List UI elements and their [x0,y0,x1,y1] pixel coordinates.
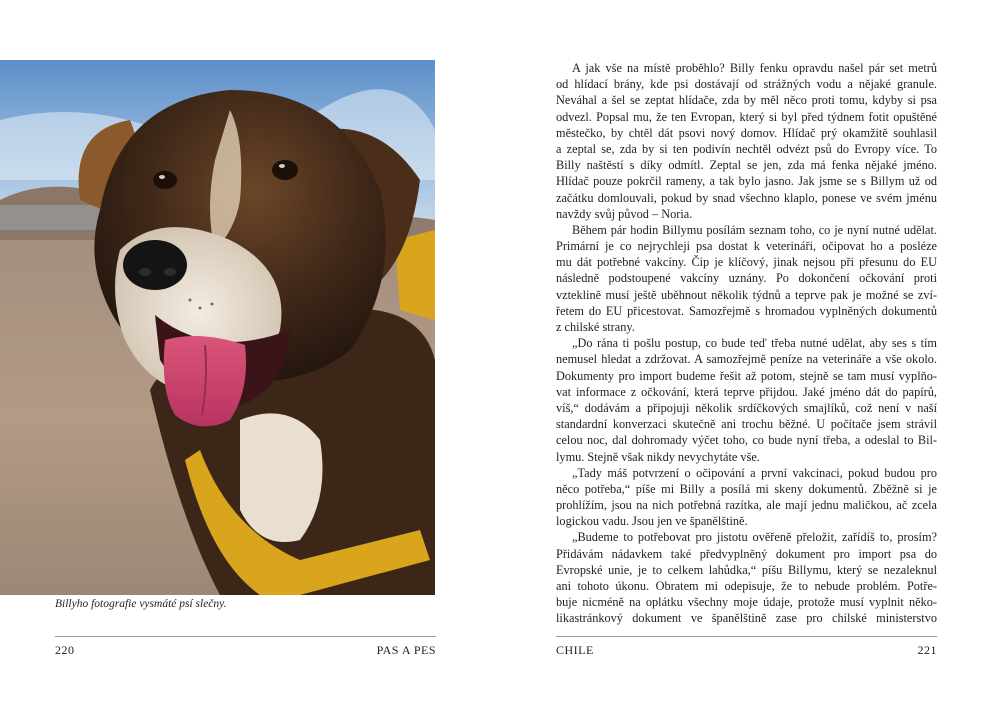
text-line: od hlídací brány, kde psi dostávají od strážných vodu a nějaké granule. [556,77,937,92]
text-line: likastránkový dokument ve španělštině zase pro chilské ministerstvo [556,611,937,626]
text-line: „Do rána ti pošlu postup, co bude teď třeba nutné udělat, aby ses s tím [572,336,937,351]
text-line: „Budeme to potřebovat pro jistotu ověřeně přeložit, zařídíš to, prosím? [572,530,937,545]
text-line: mu dát potřebné vakcíny. Čip je klíčový, jinak nejsou při přesunu do EU [556,255,937,270]
photo-caption: Billyho fotografie vysmáté psí slečny. [55,598,227,610]
text-line: něco potřeba,“ píše mi Billy a posílá mi skeny dokumentů. Zběžně si je [556,481,937,496]
text-line: Neváhal a šel se zeptat hlídače, zda by měl něco proti tomu, kdyby si psa [556,93,937,108]
page-number-right: 221 [917,643,937,657]
text-line: navždy svůj původ – Noria. [556,206,693,221]
text-line: Evropské unie, je to celkem lahůdka,“ píšu Billymu, který se nezaleknul [556,562,937,577]
body-text [556,60,937,627]
text-line: následně podstoupené vakcíny uznány. Po dokončení očkování proti [556,271,937,286]
text-line: z chilské strany. [556,320,635,334]
text-line: vat informace z očkování, která teprve přijdou. Jaké jméno dát do papírů, [556,384,937,399]
footer-rule-right [556,636,937,637]
text-line: logickou vadu. Jsou jen ve španělštině. [556,514,748,529]
text-line: víš,“ dodávám a připojuji několik srdíčkových smajlíků, což není v naší [556,400,937,415]
text-line: Primární je co nejrychleji psa dostat k veterináři, očipovat ho a posléze [556,239,937,254]
running-head-right: CHILE [556,643,594,657]
text-line: Dokumenty pro import budeme řešit až potom, stejně se tam musí vyplňo- [556,368,937,383]
text-line: vzteklině musí ještě uběhnout několik týdnů a teprve pak je možné se zví- [556,287,937,302]
text-line: Během pár hodin Billymu posílám seznam toho, co je nyní nutné udělat. [572,222,937,237]
text-line: odvezl. Popsal mu, že ten Evropan, který si byl před týdnem fotit opuštěné [556,109,937,124]
text-line: Hlídač pouze pokrčil rameny, a tak bylo jasno. Jak jsme se s Billym už od [556,174,937,189]
right-page [496,0,992,706]
text-line: „Tady máš potvrzení o očipování a první vakcinaci, pokud budou pro [572,465,937,480]
text-line: městečko, by chtěl dát psovi nový domov. Hlídač prý okamžitě souhlasil [556,125,937,140]
text-line: Billy naštěstí s díky odmítl. Zeptal se jen, zda má fenka nějaké jméno. [556,158,937,173]
text-line: prohlížím, jsou na nich potřebná razítka, ale mají jednu maličkou, ač zcela [556,498,937,513]
text-line: Přidávám nádavkem také předvyplněný dokument pro import psa do [556,546,937,561]
dog-photo [0,60,435,595]
text-line: a zeptal se, zda by si ten podivín nechtěl odvézt psů do Evropy více. To [556,141,937,156]
text-line: nemusel hledat a zdržovat. A samozřejmě peníze na veterináře a vše okolo. [556,352,937,367]
page-number-left: 220 [55,643,75,657]
text-line: začátku domlouvali, pokud by snad všechno klaplo, ponese ve svém jménu [556,190,937,205]
text-line: lymu. Stejně však nikdy nevychytáte vše. [556,449,760,464]
text-line: ani tohoto úkonu. Obratem mi odepisuje, že to nebude problém. Potře- [556,579,937,593]
text-line: řetem do EU přicestovat. Samozřejmě s hromadou vyplněných dokumentů [556,303,937,318]
text-line: A jak vše na místě proběhlo? Billy fenku opravdu našel pár set metrů [572,61,937,75]
running-head-left: PAS A PES [376,643,436,657]
text-line: celou noc, dal dohromady výčet toho, co bude nyní třeba, a odeslal to Bil- [556,433,937,448]
text-line: standardní konverzaci skutečně ani trochu běžné. U počítače jsem strávil [556,417,937,432]
text-line: buje nicméně na oplátku všechny moje údaje, protože musí vyplnit něko- [556,595,937,610]
footer-rule-left [55,636,436,637]
